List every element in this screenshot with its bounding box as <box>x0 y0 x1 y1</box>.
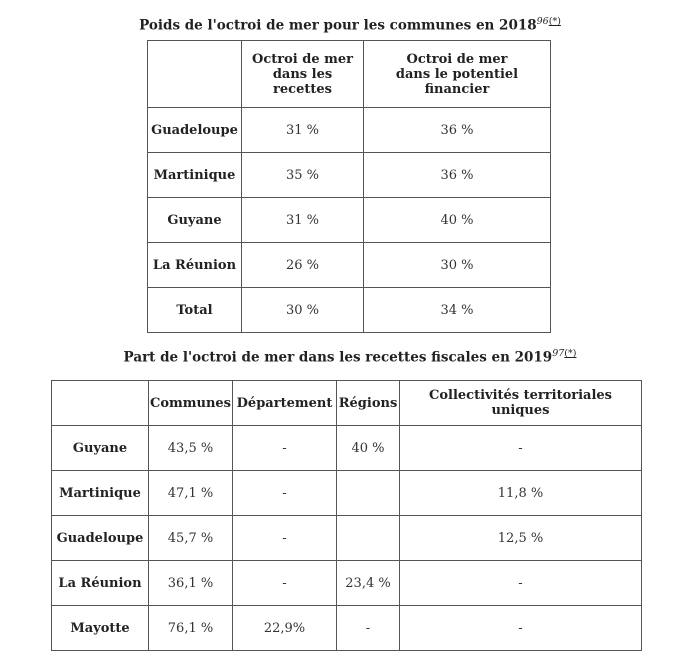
row-header: Guyane <box>52 426 149 471</box>
table-row <box>148 243 551 288</box>
row-header: Guyane <box>148 198 242 243</box>
table-cell: - <box>233 516 337 561</box>
table-cell: 31 % <box>242 108 364 153</box>
table-row <box>52 606 642 651</box>
table-cell: 11,8 % <box>400 471 642 516</box>
table-cell: 34 % <box>364 288 551 333</box>
row-header: La Réunion <box>148 243 242 288</box>
table2-title <box>0 345 700 367</box>
table2-header-row <box>52 381 642 426</box>
table-cell <box>337 471 400 516</box>
table1-header-row <box>148 41 551 108</box>
table1 <box>147 40 551 333</box>
table1-asterisk-link[interactable]: (*) <box>548 16 561 27</box>
table2-col-header: Communes <box>149 381 233 426</box>
table-row <box>148 108 551 153</box>
table-cell: 36 % <box>364 108 551 153</box>
table-cell: 40 % <box>364 198 551 243</box>
table-cell: 40 % <box>337 426 400 471</box>
table-cell: 47,1 % <box>149 471 233 516</box>
table2-col-header: Département <box>233 381 337 426</box>
row-header: Guadeloupe <box>148 108 242 153</box>
row-header: Total <box>148 288 242 333</box>
table2-col-header: Collectivités territoriales uniques <box>400 381 642 426</box>
table1-title <box>0 13 700 35</box>
table-cell: 45,7 % <box>149 516 233 561</box>
table2-title-text: Part de l'octroi de mer dans les recettes fiscales en 2019 <box>123 349 553 366</box>
table-cell: 76,1 % <box>149 606 233 651</box>
table2-col-header: Régions <box>337 381 400 426</box>
table2-asterisk-link[interactable]: (*) <box>564 348 577 359</box>
table-row <box>52 471 642 516</box>
row-header: La Réunion <box>52 561 149 606</box>
table-cell: 43,5 % <box>149 426 233 471</box>
table-cell: 22,9% <box>233 606 337 651</box>
table2-corner-cell <box>52 381 149 426</box>
table-row <box>148 288 551 333</box>
table1-corner-cell <box>148 41 242 108</box>
table-cell: - <box>233 471 337 516</box>
row-header: Mayotte <box>52 606 149 651</box>
table-cell: - <box>400 606 642 651</box>
row-header: Martinique <box>52 471 149 516</box>
table-cell: 35 % <box>242 153 364 198</box>
table1-col-header: Octroi de mer dans le potentiel financier <box>364 41 551 108</box>
table-row <box>52 426 642 471</box>
table2 <box>51 380 642 651</box>
table-cell: 30 % <box>364 243 551 288</box>
table-row <box>52 561 642 606</box>
table2-footnote[interactable]: 97 <box>552 348 565 359</box>
row-header: Martinique <box>148 153 242 198</box>
table-cell: 30 % <box>242 288 364 333</box>
table1-footnote[interactable]: 96 <box>536 16 549 27</box>
table1-col-header: Octroi de mer dans les recettes <box>242 41 364 108</box>
table-cell: 36,1 % <box>149 561 233 606</box>
table-cell: - <box>400 426 642 471</box>
table-cell: 31 % <box>242 198 364 243</box>
table-row <box>52 516 642 561</box>
table-cell <box>337 516 400 561</box>
table-cell: 26 % <box>242 243 364 288</box>
table-cell: 36 % <box>364 153 551 198</box>
table-cell: - <box>400 561 642 606</box>
table-cell: 23,4 % <box>337 561 400 606</box>
table-cell: 12,5 % <box>400 516 642 561</box>
table-cell: - <box>233 426 337 471</box>
table-row <box>148 153 551 198</box>
table-cell: - <box>337 606 400 651</box>
table1-title-text: Poids de l'octroi de mer pour les communes en 2018 <box>139 17 537 34</box>
row-header: Guadeloupe <box>52 516 149 561</box>
table-row <box>148 198 551 243</box>
table-cell: - <box>233 561 337 606</box>
